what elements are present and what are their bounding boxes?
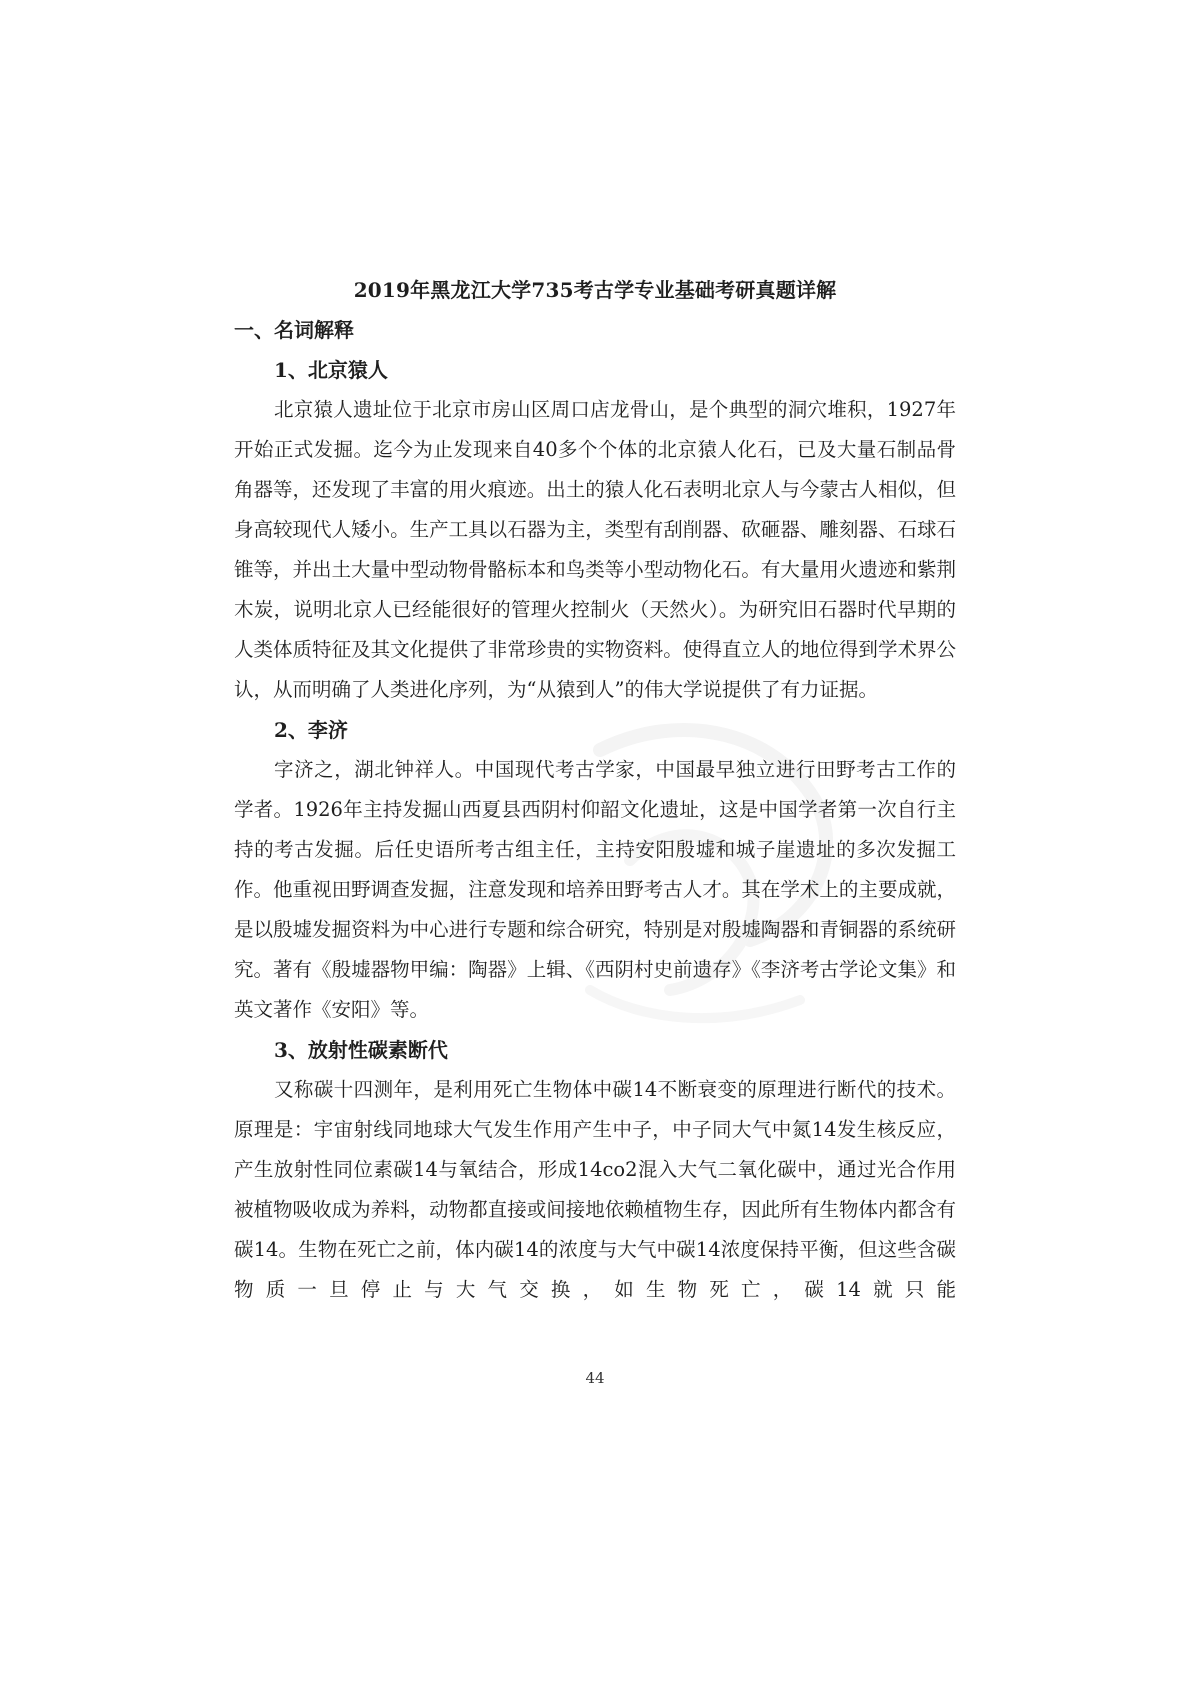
document-content [234,270,956,1310]
term-entry-li-ji [234,710,956,1030]
term-heading: 1、北京猿人 [274,358,388,382]
term-heading: 3、放射性碳素断代 [274,1038,448,1062]
term-entry-peking-man [234,350,956,710]
term-body-paragraph: 北京猿人遗址位于北京市房山区周口店龙骨山，是个典型的洞穴堆积，1927年开始正式发掘。迄今为止发现来自40多个个体的北京猿人化石，已及大量石制品骨角器等，还发现了丰富的用火痕迹。出土的猿人化石表明北京人与今蒙古人相似，但身高较现代人矮小。生产工具以石器为主，类型有刮削器、砍砸器、雕刻器、石球石锥等，并出土大量中型动物骨骼标本和鸟类等小型动物化石。有大量用火遗迹和紫荆木炭，说明北京人已经能很好的管理火控制火（天然火）。为研究旧石器时代早期的人类体质特征及其文化提供了非常珍贵的实物资料。使得直立人的地位得到学术界公认，从而明确了人类进化序列，为“从猿到人”的伟大学说提供了有力证据。 [234,398,956,701]
document-title: 2019年黑龙江大学735考古学专业基础考研真题详解 [353,278,837,302]
term-body-paragraph: 字济之，湖北钟祥人。中国现代考古学家，中国最早独立进行田野考古工作的学者。1926年主持发掘山西夏县西阴村仰韶文化遗址，这是中国学者第一次自行主持的考古发掘。后任史语所考古组主任，主持安阳殷墟和城子崖遗址的多次发掘工作。他重视田野调查发掘，注意发现和培养田野考古人才。其在学术上的主要成就，是以殷墟发掘资料为中心进行专题和综合研究，特别是对殷墟陶器和青铜器的系统研究。著有《殷墟器物甲编：陶器》上辑、《西阴村史前遗存》《李济考古学论文集》和英文著作《安阳》等。 [234,758,956,1021]
term-body-paragraph: 又称碳十四测年，是利用死亡生物体中碳14不断衰变的原理进行断代的技术。原理是：宇宙射线同地球大气发生作用产生中子，中子同大气中氮14发生核反应，产生放射性同位素碳14与氧结合，形成14co2混入大气二氧化碳中，通过光合作用被植物吸收成为养料，动物都直接或间接地依赖植物生存，因此所有生物体内都含有碳14。生物在死亡之前，体内碳14的浓度与大气中碳14浓度保持平衡，但这些含碳物质一旦停止与大气交换，如生物死亡，碳14就只能 [234,1078,956,1301]
term-entry-radiocarbon-dating [234,1030,956,1310]
page-number: 44 [585,1369,605,1387]
term-heading: 2、李济 [274,718,348,742]
section-heading-term-explanation: 一、名词解释 [234,318,354,342]
